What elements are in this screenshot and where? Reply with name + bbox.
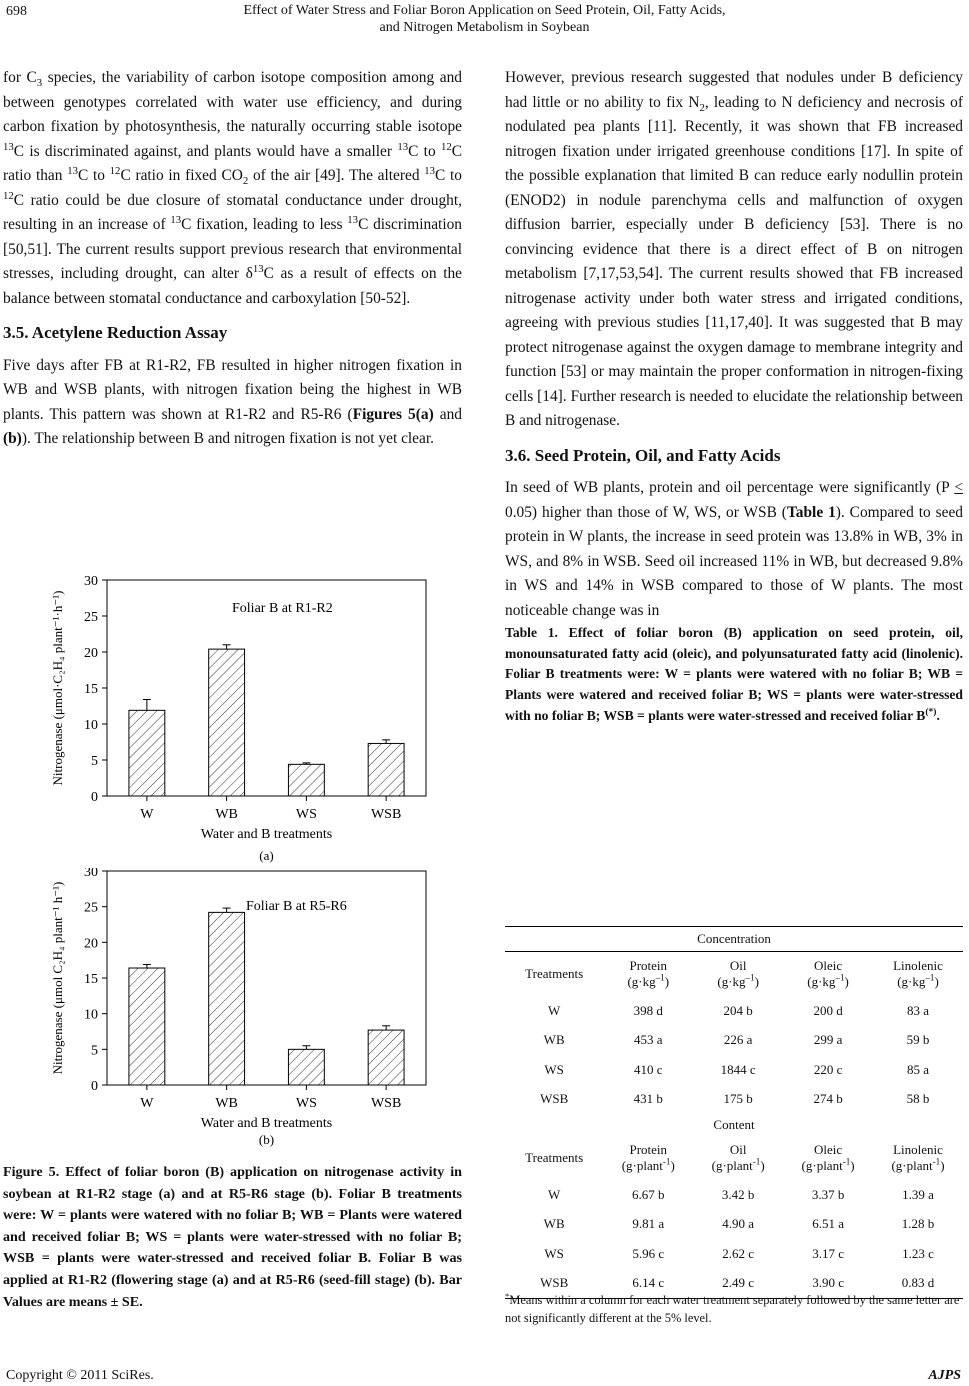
table-header-row	[505, 1136, 963, 1180]
table-cell: 9.81 a	[632, 1216, 665, 1232]
x-tick-label: W	[140, 807, 154, 822]
y-tick-label: 5	[91, 1043, 98, 1059]
section-heading-3-6: 3.6. Seed Protein, Oil, and Fatty Acids	[505, 445, 781, 465]
table-group-title: Concentration	[505, 927, 963, 952]
table-cell: 6.51 a	[812, 1216, 844, 1232]
panel-label: (a)	[259, 848, 274, 863]
table-header-cell: Oil $(g\cdot kg^{-1})$	[717, 958, 759, 989]
table-group-row	[505, 1114, 963, 1136]
table-cell: WB	[543, 1032, 565, 1048]
x-tick-label: WSB	[370, 1096, 402, 1111]
paragraph-isotope: for $C_3$ species, the variability of carbon isotope composition among and between genotypes correlated with water use efficiency, and during carbon fixation by photosynthesis, the naturally occurring stable isotope $^{13}$C is discriminated against, and plants would have a smaller $^{13}$C to $^{12}$C ratio than $^{13}$C to $^{12}$C ratio in fixed $CO_2$ of the air [49]. The altered $^{13}$C to $^{12}$C ratio could be due closure of stomatal conductance under drought, resulting in an increase of $^{13}$C fixation, leading to less $^{13}$C discrimination [50,51]. The current results support previous research that environmental stresses, including drought, can alter $\delta^{13}C$ as a result of effects on the balance between stomatal conductance and carboxylation [50-52].	[3, 69, 463, 307]
running-header	[0, 2, 969, 36]
table-cell: 5.96 c	[632, 1245, 665, 1261]
table-row	[505, 1055, 963, 1085]
table-cell: 398 d	[633, 1002, 663, 1018]
x-tick-label: WB	[215, 1096, 238, 1111]
chart-annotation: Foliar B at R1-R2	[232, 601, 333, 616]
table-cell: 83 a	[907, 1002, 930, 1018]
table-row	[505, 996, 963, 1026]
table-header-cell: Protein $(g\cdot kg^{-1})$	[627, 958, 670, 989]
table-footnote: *Means within a column for each water treatment separately followed by the same letter are not significantly different at the 5% level.	[505, 1290, 960, 1325]
footer-copyright: Copyright © 2011 SciRes.	[6, 1368, 154, 1383]
table-cell: 3.37 b	[811, 1186, 845, 1202]
table-cell: 274 b	[813, 1091, 843, 1107]
table-cell: 1.28 b	[901, 1216, 935, 1232]
bar	[209, 912, 245, 1085]
table-header-treatments: Treatments	[525, 966, 584, 981]
x-axis-label: Water and B treatments	[200, 1116, 333, 1131]
table-row	[505, 1239, 963, 1269]
table-cell: 226 a	[723, 1032, 753, 1048]
bar	[288, 764, 324, 796]
table-cell: 59 b	[906, 1032, 930, 1048]
table-header-row	[505, 952, 963, 997]
page-number: 698	[6, 4, 27, 19]
table-cell: WSB	[505, 1269, 603, 1299]
x-tick-label: WS	[295, 1096, 317, 1111]
bar	[368, 743, 404, 796]
header-title-line1: Effect of Water Stress and Foliar Boron Application on Seed Protein, Oil, Fatty Acids,	[243, 3, 726, 18]
table-cell: W	[548, 1186, 561, 1202]
y-tick-label: 25	[84, 900, 98, 916]
y-tick-label: 10	[84, 718, 98, 733]
table-cell: WS	[544, 1061, 564, 1077]
table-cell: WS	[544, 1245, 564, 1261]
paragraph-acetylene: Five days after FB at R1-R2, FB resulted in higher nitrogen fixation in WB and WSB plants, with nitrogen fixation being the highest in WB plants. This pattern was shown at R1-R2 and R5-R6 (Figures 5(a) and (b)). The relationship between B and nitrogen fixation is not yet clear.	[3, 356, 462, 447]
x-tick-label: W	[140, 1096, 154, 1111]
y-tick-label: 25	[84, 610, 98, 625]
chart-5b	[40, 868, 460, 1150]
table-cell: 200 d	[813, 1002, 843, 1018]
footer-journal: AJPS	[928, 1368, 961, 1383]
left-column	[3, 66, 462, 452]
table-header-cell: Oleic $(g\cdot kg^{-1})$	[807, 958, 849, 989]
x-tick-label: WSB	[370, 807, 402, 822]
chart-annotation: Foliar B at R5-R6	[246, 899, 347, 914]
figure-5b	[40, 868, 460, 1155]
y-tick-label: 20	[84, 646, 98, 661]
x-axis-label: Water and B treatments	[200, 827, 333, 842]
table-cell: 3.90 c	[783, 1269, 873, 1299]
table-header-cell: Oleic (g·plant$^{-1}$)	[801, 1142, 855, 1173]
y-tick-label: 15	[84, 972, 98, 987]
table-group-title: Content	[713, 1117, 755, 1132]
y-tick-label: 30	[84, 574, 98, 589]
y-axis-label: Nitrogenase (μmol·C₂H₄ plant⁻¹·h⁻¹)	[50, 590, 65, 786]
panel-label: (b)	[258, 1132, 275, 1147]
table-header-treatments: Treatments	[525, 1150, 584, 1165]
table-cell: 220 c	[813, 1061, 843, 1077]
table-header-cell: Protein (g·plant$^{-1}$)	[621, 1142, 675, 1173]
paragraph-seed-protein: In seed of WB plants, protein and oil percentage were significantly (P < 0.05) higher than those of W, WS, or WSB (Table 1). Compared to seed protein in W plants, the increase in seed protein was 13.8% in WB, 3% in WS, and 8% in WSB. Seed oil increased 11% in WB, but decreased 9.8% in WS and 14% in WSB compared to those of W plants. The most noticeable change was in	[505, 479, 963, 619]
section-heading-3-5: 3.5. Acetylene Reduction Assay	[3, 323, 228, 342]
table-cell: 431 b	[633, 1091, 663, 1107]
y-tick-label: 5	[91, 754, 98, 769]
table-row	[505, 1210, 963, 1240]
bar	[129, 968, 165, 1085]
table-cell: 58 b	[906, 1091, 930, 1107]
table-cell: 453 a	[634, 1032, 663, 1048]
y-axis-label: Nitrogenase (μmol C₂H₄ plant⁻¹ h⁻¹)	[50, 881, 65, 1075]
table-cell: 1.39 a	[902, 1186, 934, 1202]
table-cell: 2.49 c	[693, 1269, 783, 1299]
table-cell: 6.14 c	[603, 1269, 693, 1299]
table-cell: 1844 c	[720, 1061, 756, 1077]
bar	[368, 1030, 404, 1085]
table-group-row	[505, 927, 963, 952]
table-cell: 4.90 a	[722, 1216, 755, 1232]
table-row	[505, 1085, 963, 1115]
right-column	[505, 66, 963, 727]
table-cell: WSB	[540, 1091, 569, 1107]
chart-5a	[40, 570, 460, 868]
y-tick-label: 30	[84, 868, 98, 880]
table-cell: 2.62 c	[722, 1245, 755, 1261]
y-tick-label: 10	[84, 1007, 98, 1023]
y-tick-label: 15	[84, 682, 98, 697]
figure-5a	[40, 570, 460, 873]
table-cell: 6.67 b	[632, 1186, 665, 1202]
header-title-line2: and Nitrogen Metabolism in Soybean	[379, 20, 590, 35]
x-tick-label: WS	[295, 807, 317, 822]
paragraph-nodules: However, previous research suggested that nodules under B deficiency had little or no ability to fix $N_2$, leading to N deficiency and necrosis of nodulated pea plants [11]. Recently, it was shown that FB increased nitrogen fixation under irrigated greenhouse conditions [17]. In spite of the possible explanation that limited B can reduce early nodullin protein (ENOD2) in nodule parenchyma cells and malfunction of oxygen diffusion barrier, especially under B deficiency [53]. There is no convincing evidence that there is a direct effect of B on nitrogen metabolism [7,17,53,54]. The current results showed that FB increased nitrogenase activity under both water stress and irrigated conditions, agreeing with previous studies [11,17,40]. It was suggested that B may protect nitrogenase against the oxygen damage to membrane integrity and function [53] or may maintain the proper conformation in nitrogen-fixing cells [14]. Further research is needed to elucidate the relationship between B and nitrogenase.	[505, 69, 963, 429]
y-tick-label: 20	[84, 936, 98, 952]
bar	[209, 649, 245, 796]
table-header-cell: Linolenic (g·plant$^{-1}$)	[891, 1142, 945, 1173]
table-header-cell: Linolenic $(g\cdot kg^{-1})$	[893, 958, 943, 989]
table-cell: 299 a	[813, 1032, 843, 1048]
table-cell: W	[548, 1002, 561, 1018]
table-cell: 204 b	[723, 1002, 753, 1018]
y-tick-label: 0	[91, 790, 98, 805]
table-row	[505, 1026, 963, 1056]
table-cell: 85 a	[907, 1061, 930, 1077]
figure-caption: Figure 5. Effect of foliar boron (B) application on nitrogenase activity in soybean at R1-R2 stage (a) and at R5-R6 stage (b). Foliar B treatments were: W = plants were watered with no foliar B; WB = Plants were watered and received foliar B; WS = plants were water-stressed with no foliar B; WSB = plants were water-stressed and received foliar B. Foliar B was applied at R1-R2 (flowering stage (a) and at R5-R6 (seed-fill stage) (b). Bar Values are means ± SE.	[3, 1164, 462, 1310]
table-1	[505, 926, 963, 1299]
table-caption: Table 1. Effect of foliar boron (B) application on seed protein, oil, monounsaturated fatty acid (oleic), and polyunsaturated fatty acid (linolenic). Foliar B treatments were: W = plants were watered with no foliar B; WB = Plants were watered and received foliar B; WS = plants were water-stressed with no foliar B; WSB = plants were water-stressed and received foliar B(*).	[505, 625, 963, 723]
table-row	[505, 1180, 963, 1210]
bar	[129, 710, 165, 796]
table-cell: WB	[543, 1216, 565, 1232]
table-cell: 1.23 c	[902, 1245, 934, 1261]
table-cell: 175 b	[723, 1091, 753, 1107]
y-tick-label: 0	[91, 1079, 98, 1094]
table-cell: 410 c	[634, 1061, 663, 1077]
table-header-cell: Oil (g·plant$^{-1}$)	[711, 1142, 765, 1173]
x-tick-label: WB	[215, 807, 238, 822]
table-cell: 3.42 b	[721, 1186, 755, 1202]
table-cell: 0.83 d	[873, 1269, 963, 1299]
table-cell: 3.17 c	[812, 1245, 844, 1261]
bar	[288, 1049, 324, 1085]
